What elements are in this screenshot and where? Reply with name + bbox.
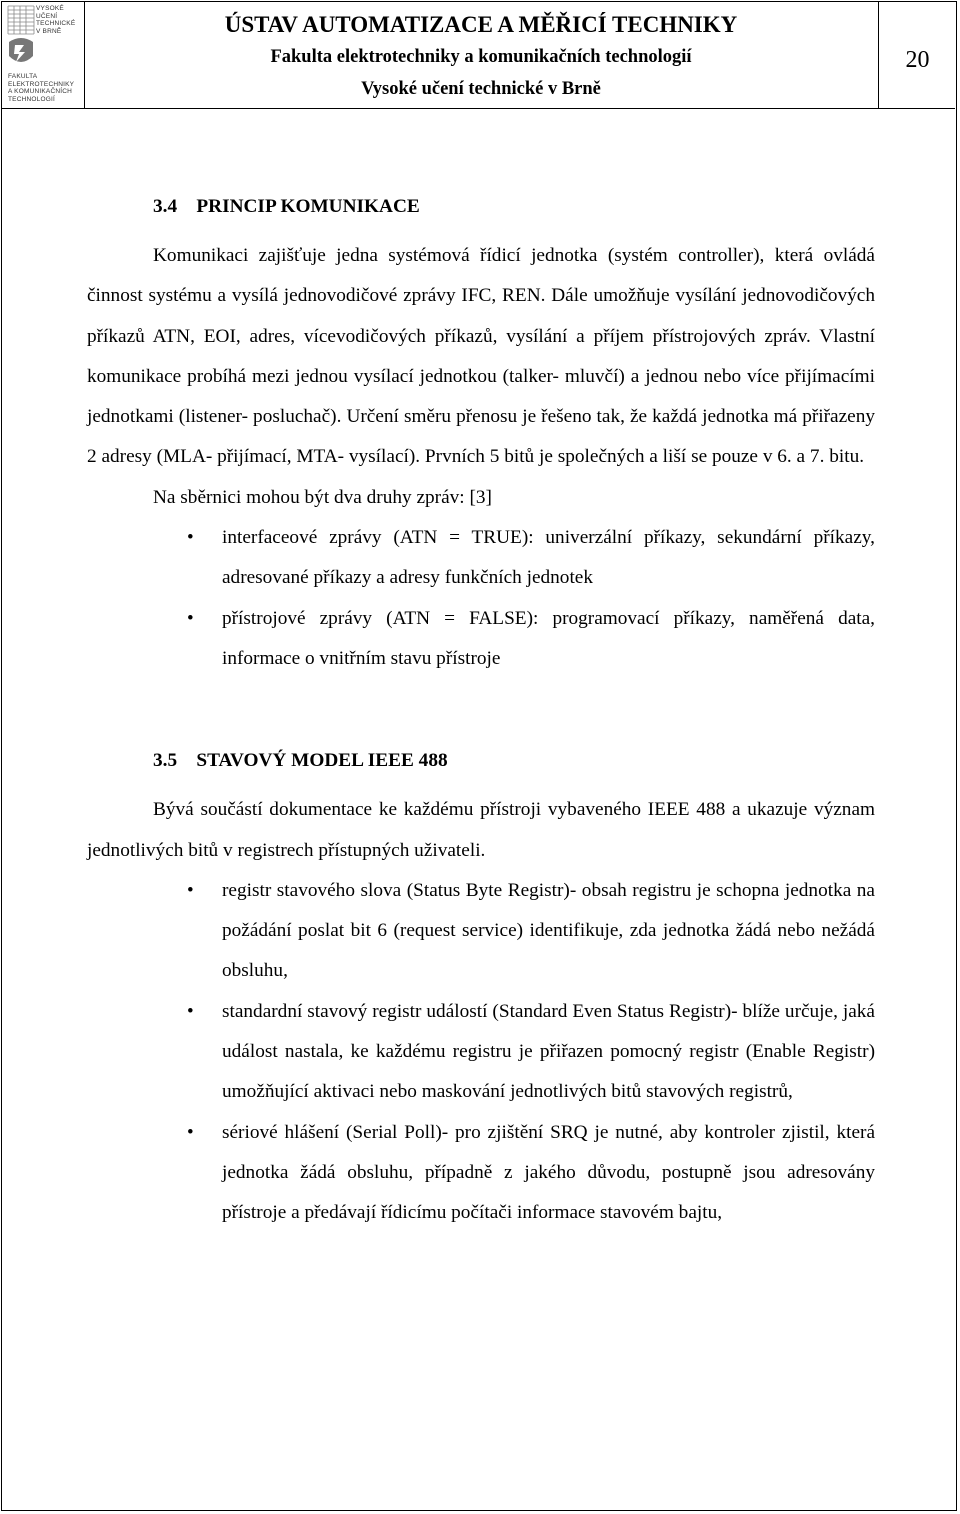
list-item: • přístrojové zprávy (ATN = FALSE): programovací příkazy, naměřená data, informace o vnitřním stavu přístroje <box>87 599 875 680</box>
section-3-4-paragraph: Komunikaci zajišťuje jedna systémová řídicí jednotka (systém controller), která ovládá činnost systému a vysílá jednovodičové zprávy IFC, REN. Dále umožňuje vysílání jednovodičových příkazů ATN, EOI, adres, vícevodičových příkazů, vysílání a příjem přístrojových zpráv. Vlastní komunikace probíhá mezi jednou vysílací jednotkou (talker- mluvčí) a jednou nebo více přijímacími jednotkami (listener- posluchač). Určení směru přenosu je řešeno tak, že každá jednotka má přiřazeny 2 adresy (MLA- přijímací, MTA- vysílací). Prvních 5 bitů je společných a liší se pouze v 6. a 7. bitu. <box>87 245 875 468</box>
header-titles <box>84 2 878 108</box>
logo-emblem-icon <box>6 4 36 70</box>
section-3-5-paragraph: Bývá součástí dokumentace ke každému přístroji vybaveného IEEE 488 a ukazuje význam jednotlivých bitů v registrech přístupných uživateli. <box>87 799 875 861</box>
list-item: • standardní stavový registr událostí (Standard Even Status Registr)- blíže určuje, jaká událost nastala, ke každému registru je přiřazen pomocný registr (Enable Registr) umožňující aktivaci nebo maskování jednotlivých bitů stavových registrů, <box>87 992 875 1113</box>
bullet-icon: • <box>187 527 194 549</box>
section-heading-3-4: 3.4 PRINCIP KOMUNIKACE <box>153 196 420 217</box>
logo-text-bottom: FAKULTA ELEKTROTECHNIKY A KOMUNIKAČNÍCH TECHNOLOGIÍ <box>8 73 75 103</box>
university-logo <box>2 2 85 108</box>
message-types-intro: Na sběrnici mohou být dva druhy zpráv: [3] <box>153 486 492 508</box>
university-name: Vysoké učení technické v Brně <box>361 79 601 99</box>
page-number: 20 <box>905 47 930 73</box>
faculty-name: Fakulta elektrotechniky a komunikačních technologií <box>270 47 692 67</box>
list-item: • interfaceové zprávy (ATN = TRUE): univerzální příkazy, sekundární příkazy, adresované příkazy a adresy funkčních jednotek <box>87 518 875 599</box>
logo-text-top: VYSOKÉ UČENÍ TECHNICKÉ V BRNĚ <box>36 5 76 35</box>
header-divider <box>2 108 955 109</box>
page-header <box>0 0 960 113</box>
bullet-icon: • <box>187 607 194 629</box>
page-number-cell <box>878 2 956 108</box>
section-heading-3-5: 3.5 STAVOVÝ MODEL IEEE 488 <box>153 750 448 772</box>
institute-name: ÚSTAV AUTOMATIZACE A MĚŘICÍ TECHNIKY <box>224 12 738 37</box>
status-registers-list <box>87 871 875 1234</box>
list-item: • registr stavového slova (Status Byte Registr)- obsah registru je schopna jednotka na požádání poslat bit 6 (request service) identifikuje, zda jednotka žádá nebo nežádá obsluhu, <box>87 871 875 992</box>
bullet-icon: • <box>187 879 194 901</box>
bullet-icon: • <box>187 1121 194 1143</box>
document-body <box>87 187 875 1234</box>
message-types-list <box>87 518 875 679</box>
bullet-icon: • <box>187 1000 194 1022</box>
list-item: • sériové hlášení (Serial Poll)- pro zjištění SRQ je nutné, aby kontroler zjistil, která jednotka žádá obsluhu, případně z jakého důvodu, postupně jsou adresovány přístroje a předávají řídicímu počítači informace stavovém bajtu, <box>87 1113 875 1234</box>
